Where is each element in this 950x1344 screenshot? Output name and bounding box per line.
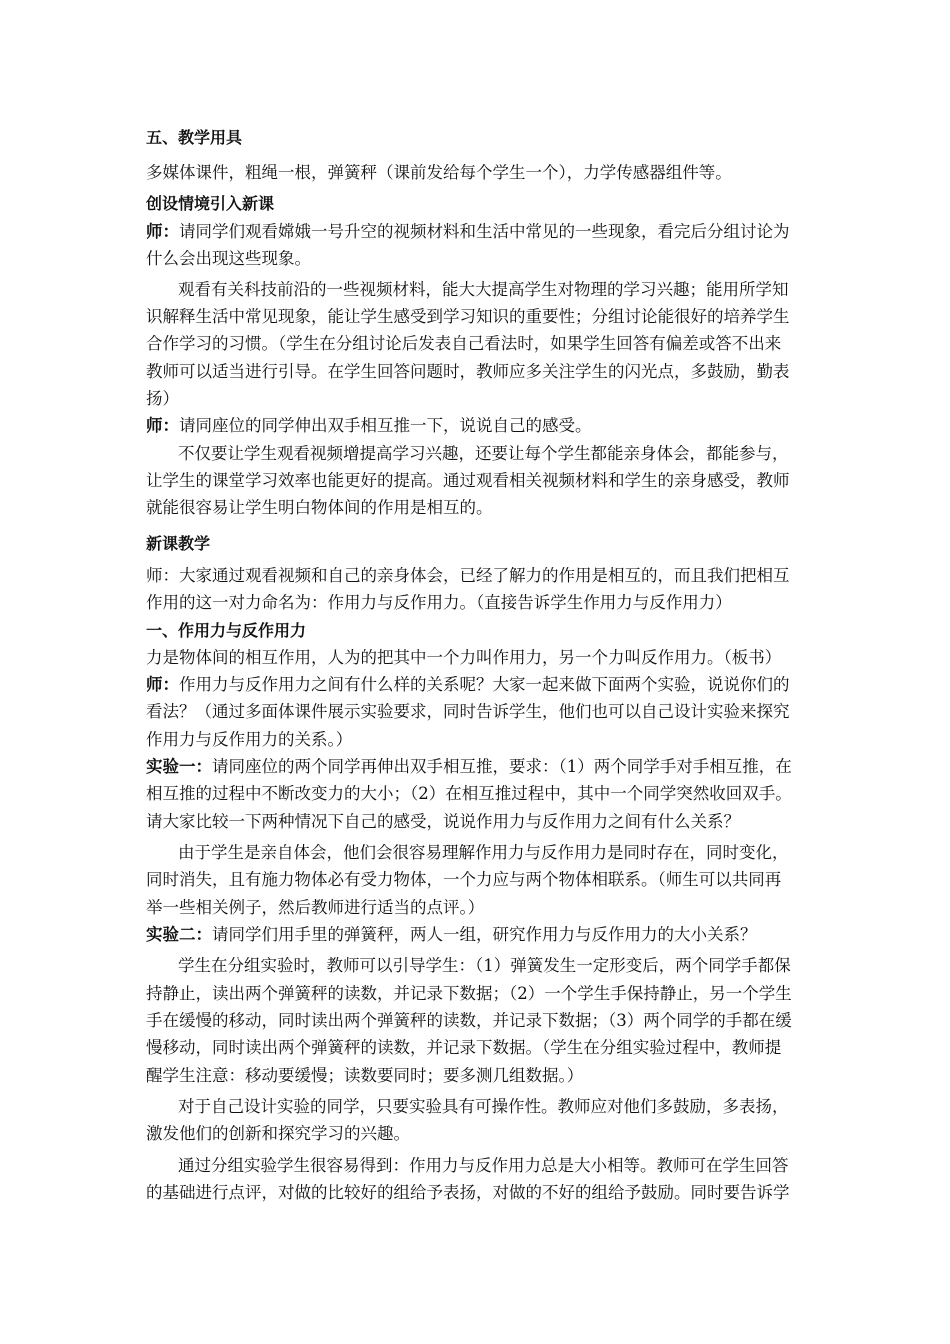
paragraph-line: 醒学生注意：移动要缓慢；读数要同时；要多测几组数据。） (146, 1066, 584, 1085)
teacher-label: 师： (146, 222, 179, 241)
paragraph-line: 什么会出现这些现象。 (146, 249, 311, 268)
heading-action-reaction: 一、作用力与反作用力 (146, 621, 307, 640)
paragraph-line: 手在缓慢的移动，同时读出两个弹簧秤的读数，并记录下数据；（3）两个同学的手都在缓 (146, 1011, 792, 1030)
paragraph-line: 请大家比较一下两种情况下自己的感受，说说作用力与反作用力之间有什么关系？ (146, 812, 740, 831)
paragraph-line: 力是物体间的相互作用，人为的把其中一个力叫作用力，另一个力叫反作用力。（板书） (146, 648, 782, 667)
paragraph-line: 对于自己设计实验的同学，只要实验具有可操作性。教师应对他们多鼓励，多表扬， (178, 1097, 789, 1116)
paragraph-experiment-1 (146, 756, 816, 778)
teacher-label: 师： (146, 675, 179, 694)
text: 请同座位的同学伸出双手相互推一下，说说自己的感受。 (179, 416, 592, 435)
paragraph-line: 作用的这一对力命名为：作用力与反作用力。（直接告诉学生作用力与反作用力） (146, 593, 732, 612)
paragraph-line: 同时消失，且有施力物体必有受力物体，一个力应与两个物体相联系。（师生可以共同再 (146, 870, 782, 889)
experiment-1-label: 实验一： (146, 757, 212, 776)
paragraph-line: 的基础进行点评，对做的比较好的组给予表扬，对做的不好的组给予鼓励。同时要告诉学 (146, 1183, 790, 1202)
text: 请同学们用手里的弹簧秤，两人一组，研究作用力与反作用力的大小关系？ (212, 925, 757, 944)
paragraph-teacher-2 (146, 415, 816, 437)
text: 作用力与反作用力之间有什么样的关系呢？大家一起来做下面两个实验，说说你们的 (179, 675, 790, 694)
paragraph-line: 识解释生活中常见现象，能让学生感受到学习知识的重要性；分组讨论能很好的培养学生 (146, 307, 790, 326)
text: 请同座位的两个同学再伸出双手相互推，要求：（1）两个同学手对手相互推，在 (212, 757, 792, 776)
heading-new-lesson: 新课教学 (146, 534, 211, 553)
paragraph-teacher-3 (146, 674, 816, 696)
experiment-2-label: 实验二： (146, 925, 212, 944)
paragraph-line: 学生在分组实验时，教师可以引导学生：（1）弹簧发生一定形变后，两个同学手都保 (178, 956, 791, 975)
paragraph-line: 通过分组实验学生很容易得到：作用力与反作用力总是大小相等。教师可在学生回答 (178, 1156, 789, 1175)
paragraph-line: 作用力与反作用力的关系。） (146, 730, 353, 749)
paragraph-line: 持静止，读出两个弹簧秤的读数，并记录下数据；（2）一个学生手保持静止，另一个学生 (146, 984, 792, 1003)
paragraph-line: 师：大家通过观看视频和自己的亲身体会，已经了解力的作用是相互的，而且我们把相互 (146, 566, 790, 585)
paragraph-experiment-2 (146, 924, 816, 946)
section-heading-teaching-tools: 五、教学用具 (146, 128, 243, 147)
paragraph-line: 不仅要让学生观看视频增提高学习兴趣，还要让每个学生都能亲身体会，都能参与， (178, 444, 789, 463)
paragraph-line: 相互推的过程中不断改变力的大小；（2）在相互推过程中，其中一个同学突然收回双手。 (146, 784, 792, 803)
paragraph-line: 慢移动，同时读出两个弹簧秤的读数，并记录下数据。（学生在分组实验过程中，教师提 (146, 1038, 782, 1057)
paragraph-line: 由于学生是亲自体会，他们会很容易理解作用力与反作用力是同时存在，同时变化， (178, 843, 789, 862)
paragraph-line: 让学生的课堂学习效率也能更好的提高。通过观看相关视频材料和学生的亲身感受，教师 (146, 471, 790, 490)
teacher-label: 师： (146, 416, 179, 435)
paragraph-line: 看法？（通过多面体课件展示实验要求，同时告诉学生，他们也可以自己设计实验来探究 (146, 702, 790, 721)
paragraph-teaching-tools: 多媒体课件，粗绳一根，弹簧秤（课前发给每个学生一个），力学传感器组件等。 (146, 163, 732, 182)
paragraph-line: 举一些相关例子，然后教师进行适当的点评。） (146, 898, 485, 917)
paragraph-line: 观看有关科技前沿的一些视频材料，能大大提高学生对物理的学习兴趣；能用所学知 (178, 280, 789, 299)
paragraph-line: 合作学习的习惯。（学生在分组讨论后发表自己看法时，如果学生回答有偏差或答不出来 (146, 334, 782, 353)
paragraph-line: 扬） (146, 389, 179, 408)
text: 请同学们观看嫦娥一号升空的视频材料和生活中常见的一些现象，看完后分组讨论为 (179, 222, 790, 241)
heading-create-situation: 创设情境引入新课 (146, 194, 275, 213)
paragraph-teacher-1 (146, 221, 816, 243)
paragraph-line: 教师可以适当进行引导。在学生回答问题时，教师应多关注学生的闪光点，多鼓励，勤表 (146, 362, 790, 381)
paragraph-line: 就能很容易让学生明白物体间的作用是相互的。 (146, 498, 493, 517)
paragraph-line: 激发他们的创新和探究学习的兴趣。 (146, 1124, 410, 1143)
